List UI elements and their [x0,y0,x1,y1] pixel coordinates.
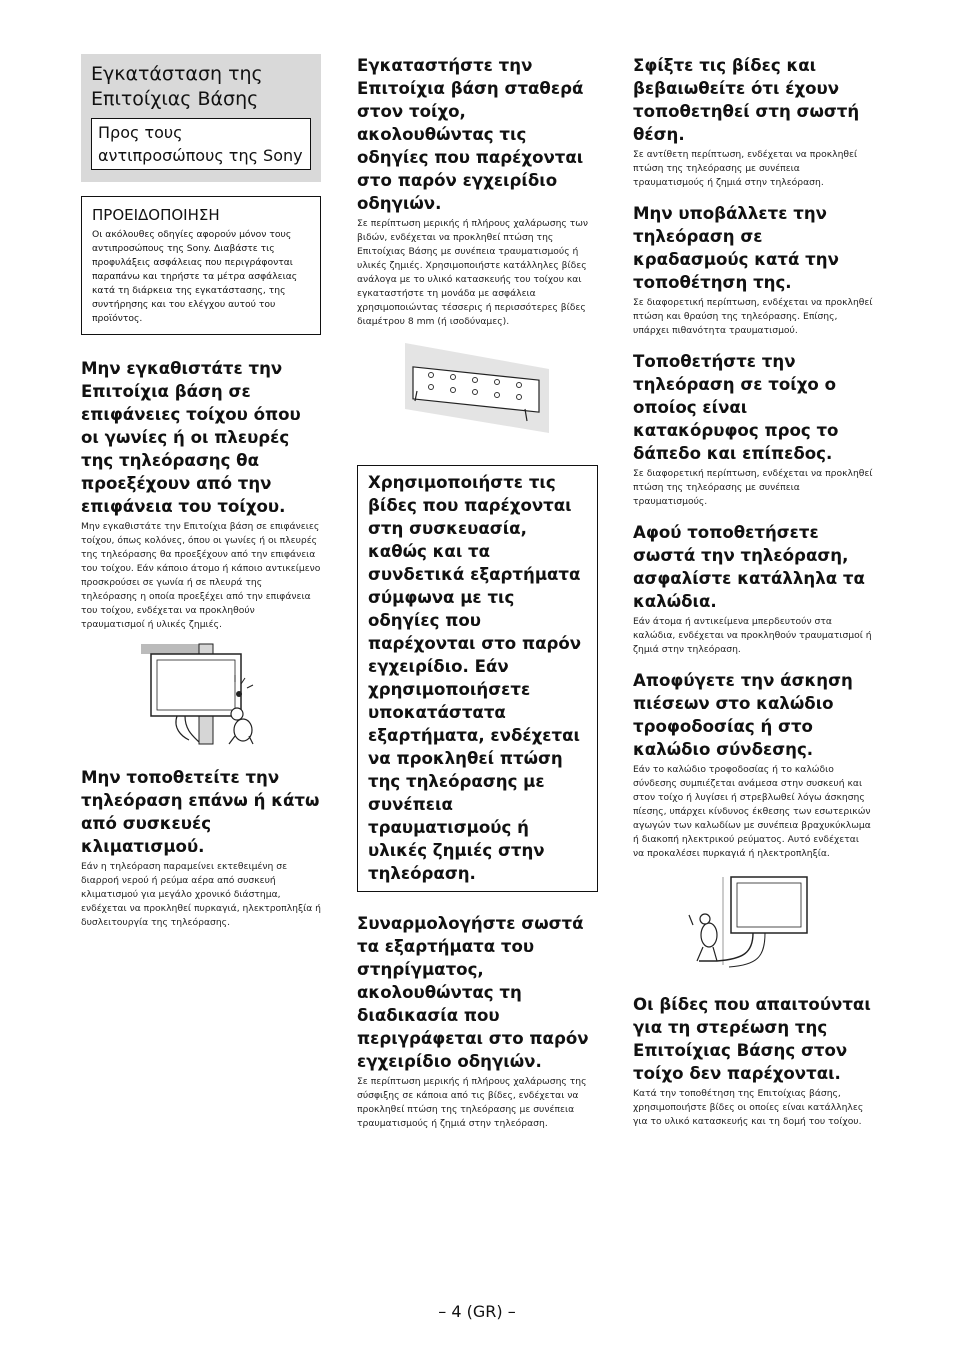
note-screws-not-supplied-body: Κατά την τοποθέτηση της Επιτοίχιας βάσης, χρησιμοποιήστε βίδες οι οποίες είναι κατάλληλες για το υλικό κατασκευής και τη δομή του τοίχου. [633,1088,864,1127]
warning-title: ΠΡΟΕΙΔΟΠΟΙΗΣΗ [92,206,220,224]
caution-secure-cables-body: Εάν άτομα ή αντικείμενα μπερδευτούν στα καλώδια, ενδέχεται να προκληθούν τραυματισμοί ή ζημιά στην τηλεόραση. [633,616,872,655]
caution-vertical-wall [633,350,873,509]
caution-corners-body: Μην εγκαθιστάτε την Επιτοίχια βάση σε επιφάνειες τοίχου, όπως κολόνες, όπου οι γωνίες ή οι πλευρές της τηλεόρασης θα προεξέχουν από την επιφάνεια του τοίχου. Εάν κάποιο άτομο ή κάποιο αντικείμενο προσκρούσει σε γωνία ή σε πλευρά της τηλεόρασης η οποία προεξέχει από την επιφάνεια του τοίχου, ενδέχεται να προκληθούν τραυματισμοί ή υλικές ζημιές. [81,521,321,630]
caution-assemble-heading: Συναρμολογήστε σωστά τα εξαρτήματα του στηρίγματος, ακολουθώντας τη διαδικασία που περιγράφεται στο παρόν εγχειρίδιο οδηγιών. [357,914,589,1071]
column-middle [357,54,598,1131]
caution-vibration-body: Σε διαφορετική περίπτωση, ενδέχεται να προκληθεί πτώση και θραύση της τηλεόρασης. Επίσης, υπάρχει πιθανότητα τραυματισμού. [633,297,873,336]
tv-cable-illustration [633,869,873,981]
caution-vertical-wall-heading: Τοποθετήστε την τηλεόραση σε τοίχο ο οποίος είναι κατακόρυφος προς το δάπεδο και επίπεδος. [633,352,839,463]
caution-vertical-wall-body: Σε διαφορετική περίπτωση, ενδέχεται να προκληθεί πτώση της τηλεόρασης με συνέπεια τραυματισμούς. [633,468,873,507]
section-title-box [81,54,321,182]
caution-corners-heading: Μην εγκαθιστάτε την Επιτοίχια βάση σε επιφάνειες τοίχου όπου οι γωνίες ή οι πλευρές της τηλεόρασης θα προεξέχουν από την επιφάνεια του τοίχου. [81,359,301,516]
caution-corners [81,357,321,632]
use-supplied-screws-box [357,465,598,892]
audience-label: Προς τους αντιπροσώπους της Sony [98,123,303,165]
caution-cable-pressure [633,669,873,861]
caution-air-conditioner-heading: Μην τοποθετείτε την τηλεόραση επάνω ή κάτω από συσκευές κλιματισμού. [81,768,320,856]
caution-cable-pressure-heading: Αποφύγετε την άσκηση πιέσεων στο καλώδιο τροφοδοσίας ή στο καλώδιο σύνδεσης. [633,671,853,759]
note-screws-not-supplied-heading: Οι βίδες που απαιτούνται για τη στερέωση της Επιτοίχιας Βάσης στον τοίχο δεν παρέχονται. [633,995,871,1083]
caution-vibration [633,202,873,338]
caution-tighten-screws-body: Σε αντίθετη περίπτωση, ενδέχεται να προκληθεί πτώση της τηλεόρασης με συνέπεια τραυματισμούς ή ζημιά στην τηλεόραση. [633,149,858,188]
column-left [81,54,321,930]
caution-air-conditioner-body: Εάν η τηλεόραση παραμείνει εκτεθειμένη σε διαρροή νερού ή ρεύμα αέρα από συσκευή κλιματισμού για μεγάλο χρονικό διάστημα, ενδέχεται να προκληθεί πυρκαγιά, ηλεκτροπληξία ή δυσλειτουργία της τηλεόρασης. [81,861,322,928]
warning-body: Οι ακόλουθες οδηγίες αφορούν μόνον τους αντιπροσώπους της Sony. Διαβάστε τις προφυλάξεις ασφάλειας που περιγράφονται παραπάνω και τηρήστε τα μέτρα ασφάλειας κατά τη διάρκεια της εγκατάστασης, της συντήρησης και του ελέγχου αυτού του προϊόντος. [92,229,298,324]
caution-assemble-body: Σε περίπτωση μερικής ή πλήρους χαλάρωσης της σύσφιξης σε κάποια από τις βίδες, ενδέχεται να προκληθεί πτώση της τηλεόρασης με συνέπεια τραυματισμούς ή ζημιά στην τηλεόραση. [357,1076,587,1129]
caution-air-conditioner [81,766,321,930]
tv-on-column-illustration [81,638,321,750]
audience-box [91,118,311,170]
caution-cable-pressure-body: Εάν το καλώδιο τροφοδοσίας ή το καλώδιο σύνδεσης συμπιέζεται ανάμεσα στην συσκευή και στον τοίχο ή λυγίσει ή στρεβλωθεί λόγω άσκησης πίεσης, υπάρχει κίνδυνος έκθεσης των εσωτερικών αγωγών των καλωδίων με συνέπεια βραχυκύκλωμα ή διακοπή ηλεκτρικού ρεύματος. Αυτό ενδέχεται να προκαλέσει πυρκαγιά ή ηλεκτροπληξία. [633,764,871,859]
caution-tighten-screws [633,54,873,190]
caution-install-firmly-heading: Εγκαταστήστε την Επιτοίχια βάση σταθερά στον τοίχο, ακολουθώντας τις οδηγίες που παρέχονται στο παρόν εγχειρίδιο οδηγιών. [357,56,584,213]
use-supplied-screws-heading: Χρησιμοποιήστε τις βίδες που παρέχονται στη συσκευασία, καθώς και τα συνδετικά εξαρτήματα σύμφωνα με τις οδηγίες που παρέχονται στο παρόν εγχειρίδιο. Εάν χρησιμοποιήσετε υποκατάστατα εξαρτήματα, ενδέχεται να προκληθεί πτώση της τηλεόρασης με συνέπεια τραυματισμούς ή υλικές ζημιές στην τηλεόραση. [368,473,582,883]
caution-install-firmly-body: Σε περίπτωση μερικής ή πλήρους χαλάρωσης των βιδών, ενδέχεται να προκληθεί πτώση της Επιτοίχιας Βάσης με συνέπεια τραυματισμούς ή υλικές ζημιές. Χρησιμοποιήστε κατάλληλες βίδες ανάλογα με το υλικό κατασκευής του τοίχου και εγκαταστήστε τη μονάδα με ασφάλεια χρησιμοποιώντας τέσσερις ή περισσότερες βίδες διαμέτρου 8 mm (ή ισοδύναμες). [357,218,589,327]
caution-tighten-screws-heading: Σφίξτε τις βίδες και βεβαιωθείτε ότι έχουν τοποθετηθεί στη σωστή θέση. [633,56,860,144]
caution-install-firmly [357,54,598,329]
wall-bracket-illustration [357,339,598,435]
warning-box [81,196,321,335]
caution-secure-cables-heading: Αφού τοποθετήσετε σωστά την τηλεόραση, ασφαλίστε κατάλληλα τα καλώδια. [633,523,865,611]
section-title: Εγκατάσταση της Επιτοίχιας Βάσης [91,63,263,110]
note-screws-not-supplied [633,993,873,1129]
caution-assemble [357,912,598,1131]
page-number: – 4 (GR) – [438,1302,516,1321]
caution-secure-cables [633,521,873,657]
caution-vibration-heading: Μην υποβάλλετε την τηλεόραση σε κραδασμούς κατά την τοποθέτηση της. [633,204,839,292]
column-right [633,54,873,1129]
